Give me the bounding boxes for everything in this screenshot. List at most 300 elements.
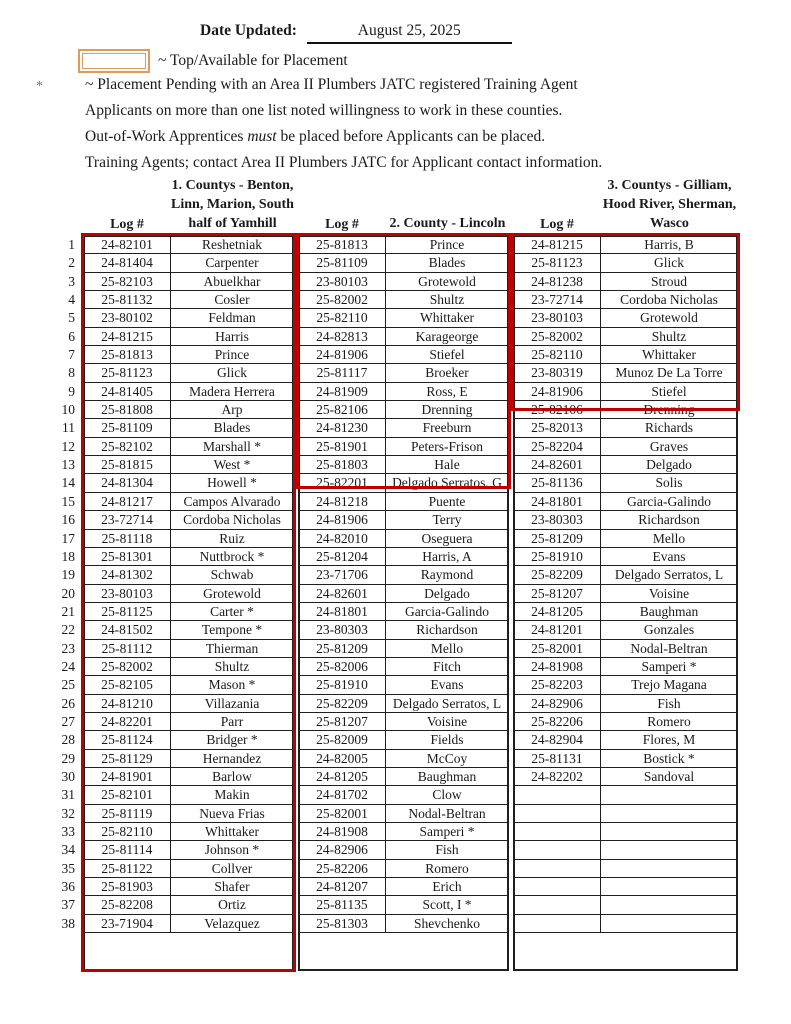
applicant-name-cell: Delgado (385, 584, 509, 603)
highlight-legend-box (82, 53, 146, 69)
table-row (57, 584, 747, 603)
log-number-cell: 25-82110 (298, 308, 386, 327)
note-out-of-work: Out-of-Work Apprentices must be placed before Applicants can be placed. (85, 128, 546, 145)
row-number: 36 (61, 879, 75, 895)
log-number-cell: 24-81702 (298, 785, 386, 804)
applicant-name-cell: Blades (385, 253, 509, 272)
applicant-name-cell: Hernandez (170, 749, 294, 768)
applicant-name-cell: Velazquez (170, 914, 294, 933)
log-number-cell: 24-81217 (83, 492, 171, 511)
log-number-cell (513, 914, 601, 933)
row-number: 8 (68, 365, 75, 381)
row-number: 34 (61, 842, 75, 858)
log-number-cell: 25-82201 (298, 473, 386, 492)
log-number-cell: 25-81813 (83, 345, 171, 364)
applicant-name-cell: Carter * (170, 602, 294, 621)
list-1-header (83, 176, 294, 236)
log-number-cell: 25-81803 (298, 455, 386, 474)
list-3-title: 3. Countys - Gilliam, Hood River, Sherman, Wasco (602, 178, 737, 231)
applicant-name-cell: Solis (600, 473, 738, 492)
applicant-name-cell: Fields (385, 730, 509, 749)
row-number: 27 (61, 713, 75, 729)
applicant-name-cell: Reshetniak (170, 235, 294, 254)
row-number: 4 (68, 292, 75, 308)
applicant-name-cell: Tempone * (170, 620, 294, 639)
log-number-cell: 25-81122 (83, 859, 171, 878)
applicant-name-cell: Feldman (170, 308, 294, 327)
applicant-name-cell: Harris (170, 327, 294, 346)
applicant-name-cell: Madera Herrera (170, 382, 294, 401)
table-row (57, 767, 747, 786)
applicant-name-cell: Delgado Serratos, G (385, 473, 509, 492)
log-number-cell: 25-82106 (513, 400, 601, 419)
must-italic: must (247, 128, 277, 145)
log-number-cell: 24-82010 (298, 529, 386, 548)
log-number-cell: 24-81801 (513, 492, 601, 511)
log-number-cell: 24-81201 (513, 620, 601, 639)
log-number-cell (513, 785, 601, 804)
log-number-cell: 25-81910 (513, 547, 601, 566)
row-number: 10 (61, 402, 75, 418)
log-number-cell: 25-82209 (298, 694, 386, 713)
applicant-name-cell: Shultz (170, 657, 294, 676)
log-number-cell: 24-81908 (513, 657, 601, 676)
log-number-column-header: Log # (325, 217, 359, 232)
applicant-name-cell: McCoy (385, 749, 509, 768)
applicant-name-cell: Glick (170, 363, 294, 382)
log-number-cell: 23-71706 (298, 565, 386, 584)
applicant-name-cell: Cordoba Nicholas (170, 510, 294, 529)
log-number-cell: 24-81230 (298, 418, 386, 437)
applicant-name-cell: Cordoba Nicholas (600, 290, 738, 309)
applicant-name-cell: Whittaker (600, 345, 738, 364)
row-number: 7 (68, 347, 75, 363)
applicant-name-cell: Mello (385, 639, 509, 658)
applicant-name-cell: Whittaker (170, 822, 294, 841)
log-number-cell: 25-81207 (513, 584, 601, 603)
table-row (57, 730, 747, 749)
applicant-name-cell: Bridger * (170, 730, 294, 749)
table-row (57, 235, 747, 254)
log-number-cell: 24-81906 (513, 382, 601, 401)
date-updated-label: Date Updated: (200, 22, 297, 39)
log-number-cell: 25-82102 (83, 437, 171, 456)
applicant-name-cell: Whittaker (385, 308, 509, 327)
log-number-cell: 24-81901 (83, 767, 171, 786)
applicant-name-cell: Mello (600, 529, 738, 548)
applicant-name-cell: Cosler (170, 290, 294, 309)
log-number-cell (513, 822, 601, 841)
table-header-row (57, 176, 747, 236)
applicant-name-cell: Stroud (600, 272, 738, 291)
table-row (57, 895, 747, 914)
table-row (57, 327, 747, 346)
row-number: 2 (68, 255, 75, 271)
row-number: 31 (61, 787, 75, 803)
log-number-cell: 25-81132 (83, 290, 171, 309)
row-number: 12 (61, 438, 75, 454)
log-number-cell: 24-81502 (83, 620, 171, 639)
log-number-cell (513, 840, 601, 859)
applicant-name-cell: Richards (600, 418, 738, 437)
log-number-cell: 23-80303 (298, 620, 386, 639)
applicant-name-cell: Nueva Frias (170, 804, 294, 823)
applicant-name-cell: Abuelkhar (170, 272, 294, 291)
log-number-cell: 24-81304 (83, 473, 171, 492)
table-row (57, 272, 747, 291)
log-number-cell: 25-81119 (83, 804, 171, 823)
log-number-cell: 24-82601 (298, 584, 386, 603)
applicant-name-cell: Shultz (600, 327, 738, 346)
log-number-cell: 23-80103 (83, 584, 171, 603)
applicant-name-cell: Schwab (170, 565, 294, 584)
table-row (57, 455, 747, 474)
log-number-cell: 25-81207 (298, 712, 386, 731)
applicant-name-cell: Gonzales (600, 620, 738, 639)
log-number-cell: 25-82206 (298, 859, 386, 878)
applicant-name-cell: Drenning (600, 400, 738, 419)
table-row (57, 290, 747, 309)
log-number-cell: 25-82013 (513, 418, 601, 437)
applicant-name-cell: Delgado Serratos, L (600, 565, 738, 584)
row-number: 17 (61, 530, 75, 546)
log-number-cell: 24-81205 (298, 767, 386, 786)
applicant-name-cell: Marshall * (170, 437, 294, 456)
log-number-cell: 25-81135 (298, 895, 386, 914)
log-number-cell: 25-82208 (83, 895, 171, 914)
log-number-cell: 25-81209 (513, 529, 601, 548)
log-number-cell: 25-81125 (83, 602, 171, 621)
log-number-cell: 23-80102 (83, 308, 171, 327)
applicant-name-cell: West * (170, 455, 294, 474)
applicant-name-cell: Trejo Magana (600, 675, 738, 694)
note-training-agents: Training Agents; contact Area II Plumbers JATC for Applicant contact information. (85, 154, 603, 171)
applicant-name-cell: Grotewold (170, 584, 294, 603)
applicant-name-cell: Freeburn (385, 418, 509, 437)
applicant-name-cell (600, 877, 738, 896)
log-number-cell: 25-81124 (83, 730, 171, 749)
applicant-name-cell: Puente (385, 492, 509, 511)
log-number-cell: 25-82002 (513, 327, 601, 346)
log-number-cell: 24-81215 (83, 327, 171, 346)
log-number-cell: 25-82001 (298, 804, 386, 823)
applicant-name-cell: Shafer (170, 877, 294, 896)
log-number-cell: 25-81109 (83, 418, 171, 437)
table-row (57, 639, 747, 658)
applicant-name-cell: Samperi * (385, 822, 509, 841)
applicant-name-cell: Barlow (170, 767, 294, 786)
log-number-cell: 25-81117 (298, 363, 386, 382)
log-number-cell: 25-82001 (513, 639, 601, 658)
applicant-name-cell: Evans (600, 547, 738, 566)
log-number-cell: 25-81123 (513, 253, 601, 272)
row-number: 24 (61, 658, 75, 674)
applicant-name-cell: Garcia-Galindo (600, 492, 738, 511)
table-row (57, 620, 747, 639)
applicant-name-cell: Voisine (385, 712, 509, 731)
applicant-name-cell: Terry (385, 510, 509, 529)
log-number-cell: 25-81129 (83, 749, 171, 768)
log-number-cell (513, 859, 601, 878)
log-number-cell: 24-81909 (298, 382, 386, 401)
table-row (57, 822, 747, 841)
applicant-name-cell: Scott, I * (385, 895, 509, 914)
row-number: 13 (61, 457, 75, 473)
applicant-name-cell: Fish (385, 840, 509, 859)
log-number-cell: 25-81910 (298, 675, 386, 694)
applicant-name-cell: Campos Alvarado (170, 492, 294, 511)
log-number-cell: 25-81136 (513, 473, 601, 492)
row-number: 14 (61, 475, 75, 491)
applicant-name-cell: Ortiz (170, 895, 294, 914)
applicant-name-cell: Thierman (170, 639, 294, 658)
applicant-name-cell: Harris, B (600, 235, 738, 254)
applicant-name-cell: Nodal-Beltran (600, 639, 738, 658)
log-number-cell: 24-82202 (513, 767, 601, 786)
applicant-name-cell: Villazania (170, 694, 294, 713)
pending-asterisk: * (36, 79, 43, 94)
log-number-cell: 23-80303 (513, 510, 601, 529)
log-number-cell: 23-71904 (83, 914, 171, 933)
row-number: 28 (61, 732, 75, 748)
row-number: 3 (68, 273, 75, 289)
row-number: 29 (61, 750, 75, 766)
log-number-cell: 25-82206 (513, 712, 601, 731)
table-row (57, 510, 747, 529)
applicant-name-cell: Nuttbrock * (170, 547, 294, 566)
log-number-cell: 25-82002 (298, 290, 386, 309)
table-row (57, 840, 747, 859)
applicant-name-cell: Baughman (600, 602, 738, 621)
row-number: 37 (61, 897, 75, 913)
applicant-name-cell (600, 822, 738, 841)
applicant-name-cell: Stiefel (385, 345, 509, 364)
applicant-name-cell (600, 840, 738, 859)
list-3-header (513, 176, 738, 236)
note-willingness: Applicants on more than one list noted willingness to work in these counties. (85, 102, 563, 119)
log-number-cell: 25-81118 (83, 529, 171, 548)
row-number: 11 (62, 420, 75, 436)
table-row (57, 914, 747, 933)
row-number: 1 (68, 237, 75, 252)
log-number-cell (513, 877, 601, 896)
row-number: 9 (68, 383, 75, 399)
log-number-cell: 25-81131 (513, 749, 601, 768)
table-row (57, 657, 747, 676)
row-number: 33 (61, 824, 75, 839)
table-row (57, 418, 747, 437)
table-row (57, 749, 747, 768)
table-row (57, 345, 747, 364)
table-body (57, 235, 747, 933)
log-number-cell: 24-81215 (513, 235, 601, 254)
applicant-name-cell: Delgado (600, 455, 738, 474)
log-number-cell: 24-81210 (83, 694, 171, 713)
applicant-name-cell: Ruiz (170, 529, 294, 548)
row-number: 18 (61, 548, 75, 564)
log-number-cell: 24-81205 (513, 602, 601, 621)
table-row (57, 473, 747, 492)
applicant-name-cell: Hale (385, 455, 509, 474)
log-number-cell: 24-81218 (298, 492, 386, 511)
table-row (57, 785, 747, 804)
applicant-name-cell: Prince (385, 235, 509, 254)
log-number-cell: 25-81209 (298, 639, 386, 658)
log-number-cell: 24-81906 (298, 510, 386, 529)
applicant-name-cell (600, 804, 738, 823)
log-number-cell: 25-81808 (83, 400, 171, 419)
applicant-name-cell: Romero (600, 712, 738, 731)
applicant-name-cell: Carpenter (170, 253, 294, 272)
log-number-cell: 25-81114 (83, 840, 171, 859)
log-number-cell: 25-82204 (513, 437, 601, 456)
applicant-name-cell: Richardson (600, 510, 738, 529)
log-number-cell: 23-80103 (513, 308, 601, 327)
table-row (57, 712, 747, 731)
log-number-cell: 23-80319 (513, 363, 601, 382)
table-row (57, 492, 747, 511)
table-row (57, 308, 747, 327)
table-row (57, 675, 747, 694)
log-number-cell: 25-81112 (83, 639, 171, 658)
log-number-cell: 25-82002 (83, 657, 171, 676)
log-number-cell: 25-81901 (298, 437, 386, 456)
table-row (57, 253, 747, 272)
applicant-name-cell: Richardson (385, 620, 509, 639)
row-number: 20 (61, 585, 75, 601)
row-number: 35 (61, 860, 75, 876)
applicant-name-cell: Broeker (385, 363, 509, 382)
log-number-cell: 25-82110 (83, 822, 171, 841)
table-row (57, 694, 747, 713)
log-number-cell: 24-82813 (298, 327, 386, 346)
table-row (57, 437, 747, 456)
log-number-cell: 23-72714 (513, 290, 601, 309)
applicant-name-cell: Munoz De La Torre (600, 363, 738, 382)
applicant-name-cell: Blades (170, 418, 294, 437)
applicant-name-cell: Fitch (385, 657, 509, 676)
log-number-cell: 24-81801 (298, 602, 386, 621)
applicant-name-cell: Parr (170, 712, 294, 731)
applicant-name-cell: Peters-Frison (385, 437, 509, 456)
applicant-name-cell: Johnson * (170, 840, 294, 859)
log-number-cell: 24-82904 (513, 730, 601, 749)
applicant-name-cell: Nodal-Beltran (385, 804, 509, 823)
log-number-cell: 25-82009 (298, 730, 386, 749)
log-number-cell: 25-81815 (83, 455, 171, 474)
row-number: 5 (68, 310, 75, 326)
table-row (57, 363, 747, 382)
applicant-name-cell: Grotewold (600, 308, 738, 327)
list-1-title: 1. Countys - Benton, Linn, Marion, South half of Yamhill (171, 178, 294, 231)
applicant-name-cell: Bostick * (600, 749, 738, 768)
log-number-cell: 24-81405 (83, 382, 171, 401)
log-number-cell: 24-82601 (513, 455, 601, 474)
row-number: 15 (61, 493, 75, 509)
log-number-cell: 25-82101 (83, 785, 171, 804)
applicant-name-cell: Makin (170, 785, 294, 804)
row-number: 21 (61, 603, 75, 619)
row-number: 38 (61, 915, 75, 931)
applicant-name-cell: Sandoval (600, 767, 738, 786)
applicant-name-cell: Stiefel (600, 382, 738, 401)
applicant-name-cell: Ross, E (385, 382, 509, 401)
log-number-cell: 24-81404 (83, 253, 171, 272)
log-number-cell: 24-82906 (513, 694, 601, 713)
row-number: 22 (61, 622, 75, 638)
table-row (57, 400, 747, 419)
log-number-cell: 25-82106 (298, 400, 386, 419)
applicant-name-cell (600, 914, 738, 933)
table-row (57, 565, 747, 584)
log-number-cell: 24-81908 (298, 822, 386, 841)
log-number-column-header: Log # (540, 217, 574, 232)
table-row (57, 529, 747, 548)
applicant-name-cell: Samperi * (600, 657, 738, 676)
table-row (57, 804, 747, 823)
applicant-name-cell: Harris, A (385, 547, 509, 566)
applicant-name-cell (600, 895, 738, 914)
log-number-cell (513, 895, 601, 914)
applicant-name-cell: Garcia-Galindo (385, 602, 509, 621)
applicant-name-cell: Fish (600, 694, 738, 713)
applicant-name-cell: Baughman (385, 767, 509, 786)
table-row (57, 859, 747, 878)
log-number-cell: 25-82209 (513, 565, 601, 584)
applicant-name-cell: Graves (600, 437, 738, 456)
date-updated-line (200, 22, 512, 44)
placement-table (57, 176, 747, 933)
log-number-cell: 24-81906 (298, 345, 386, 364)
log-number-cell: 23-80103 (298, 272, 386, 291)
applicant-name-cell: Prince (170, 345, 294, 364)
list-2-header (298, 214, 509, 236)
row-number: 32 (61, 805, 75, 821)
applicant-name-cell: Collver (170, 859, 294, 878)
applicant-name-cell: Romero (385, 859, 509, 878)
applicant-name-cell: Mason * (170, 675, 294, 694)
log-number-cell: 25-82103 (83, 272, 171, 291)
table-row (57, 382, 747, 401)
legend-top-line (79, 50, 348, 72)
applicant-name-cell: Delgado Serratos, L (385, 694, 509, 713)
pending-note: ~ Placement Pending with an Area II Plumbers JATC registered Training Agent (85, 76, 578, 93)
table-row (57, 602, 747, 621)
applicant-name-cell: Erich (385, 877, 509, 896)
log-number-cell: 25-82105 (83, 675, 171, 694)
log-number-cell: 24-81302 (83, 565, 171, 584)
log-number-cell: 25-81301 (83, 547, 171, 566)
applicant-name-cell (600, 859, 738, 878)
log-number-cell: 25-82006 (298, 657, 386, 676)
log-number-cell: 24-82906 (298, 840, 386, 859)
applicant-name-cell: Evans (385, 675, 509, 694)
log-number-cell: 25-81123 (83, 363, 171, 382)
row-number: 25 (61, 677, 75, 693)
applicant-name-cell: Glick (600, 253, 738, 272)
date-updated-value: August 25, 2025 (307, 22, 512, 44)
applicant-name-cell: Raymond (385, 565, 509, 584)
log-number-cell: 25-81813 (298, 235, 386, 254)
applicant-name-cell: Clow (385, 785, 509, 804)
row-number: 19 (61, 567, 75, 583)
applicant-name-cell: Howell * (170, 473, 294, 492)
log-number-cell: 25-82110 (513, 345, 601, 364)
log-number-cell: 24-81238 (513, 272, 601, 291)
table-row (57, 547, 747, 566)
applicant-name-cell: Shultz (385, 290, 509, 309)
applicant-name-cell: Oseguera (385, 529, 509, 548)
